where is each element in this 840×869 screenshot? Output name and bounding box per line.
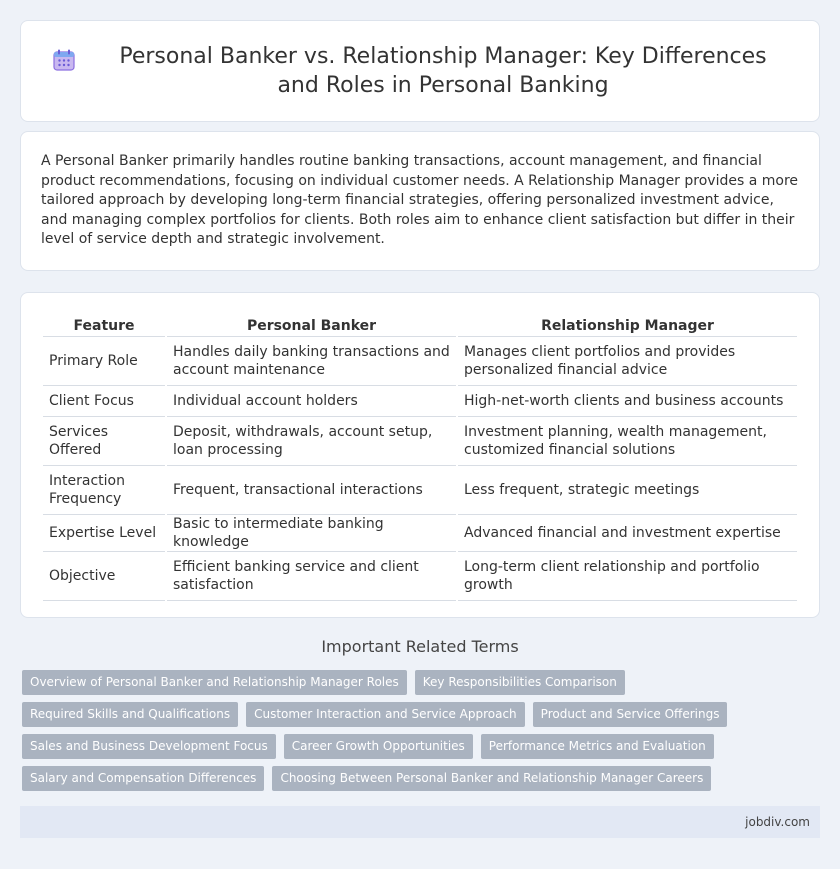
relationship-manager-cell: High-net-worth clients and business accounts (458, 386, 797, 417)
related-term-tag[interactable]: Overview of Personal Banker and Relationship Manager Roles (22, 670, 407, 695)
related-term-tag[interactable]: Key Responsibilities Comparison (415, 670, 625, 695)
intro-text: A Personal Banker primarily handles routine banking transactions, account management, and financial product recommendations, focusing on individual customer needs. A Relationship Manager provides a more tailored approach by developing long-term financial strategies, offering personalized investment advice, and managing complex portfolios for clients. Both roles aim to enhance client satisfaction but differ in their level of service depth and strategic involvement. (41, 153, 799, 247)
relationship-manager-cell: Advanced financial and investment expertise (458, 515, 797, 552)
intro-card (20, 131, 820, 271)
feature-cell: Interaction Frequency (43, 466, 165, 515)
personal-banker-cell: Handles daily banking transactions and account maintenance (167, 337, 456, 386)
relationship-manager-cell: Manages client portfolios and provides personalized financial advice (458, 337, 797, 386)
header-feature: Feature (43, 311, 165, 337)
personal-banker-cell: Frequent, transactional interactions (167, 466, 456, 515)
table-row (43, 386, 797, 417)
table-row (43, 417, 797, 466)
related-term-tag[interactable]: Customer Interaction and Service Approach (246, 702, 525, 727)
title-wrap (21, 21, 819, 121)
relationship-manager-cell: Investment planning, wealth management, customized financial solutions (458, 417, 797, 466)
feature-cell: Expertise Level (43, 515, 165, 552)
table-row (43, 466, 797, 515)
table-row (43, 515, 797, 552)
relationship-manager-cell: Less frequent, strategic meetings (458, 466, 797, 515)
comparison-table (41, 311, 799, 601)
comparison-card (20, 292, 820, 618)
related-term-tag[interactable]: Career Growth Opportunities (284, 734, 473, 759)
related-terms-list (22, 670, 812, 798)
table-row (43, 337, 797, 386)
calendar-icon (51, 47, 77, 73)
footer (20, 806, 820, 838)
related-term-tag[interactable]: Product and Service Offerings (533, 702, 728, 727)
header-personal-banker: Personal Banker (167, 311, 456, 337)
related-terms-title: Important Related Terms (321, 637, 519, 656)
page-title: Personal Banker vs. Relationship Manager: Key Differences and Roles in Personal Banking (119, 44, 767, 98)
header-card (20, 20, 820, 122)
feature-cell: Primary Role (43, 337, 165, 386)
personal-banker-cell: Basic to intermediate banking knowledge (167, 515, 456, 552)
relationship-manager-cell: Long-term client relationship and portfolio growth (458, 552, 797, 601)
feature-cell: Client Focus (43, 386, 165, 417)
footer-site-link[interactable]: jobdiv.com (745, 815, 810, 829)
related-term-tag[interactable]: Performance Metrics and Evaluation (481, 734, 714, 759)
table-header-row (43, 311, 797, 337)
personal-banker-cell: Individual account holders (167, 386, 456, 417)
related-term-tag[interactable]: Required Skills and Qualifications (22, 702, 238, 727)
related-term-tag[interactable]: Salary and Compensation Differences (22, 766, 264, 791)
header-relationship-manager: Relationship Manager (458, 311, 797, 337)
feature-cell: Services Offered (43, 417, 165, 466)
personal-banker-cell: Deposit, withdrawals, account setup, loan processing (167, 417, 456, 466)
personal-banker-cell: Efficient banking service and client satisfaction (167, 552, 456, 601)
feature-cell: Objective (43, 552, 165, 601)
related-term-tag[interactable]: Sales and Business Development Focus (22, 734, 276, 759)
table-row (43, 552, 797, 601)
related-term-tag[interactable]: Choosing Between Personal Banker and Relationship Manager Careers (272, 766, 711, 791)
